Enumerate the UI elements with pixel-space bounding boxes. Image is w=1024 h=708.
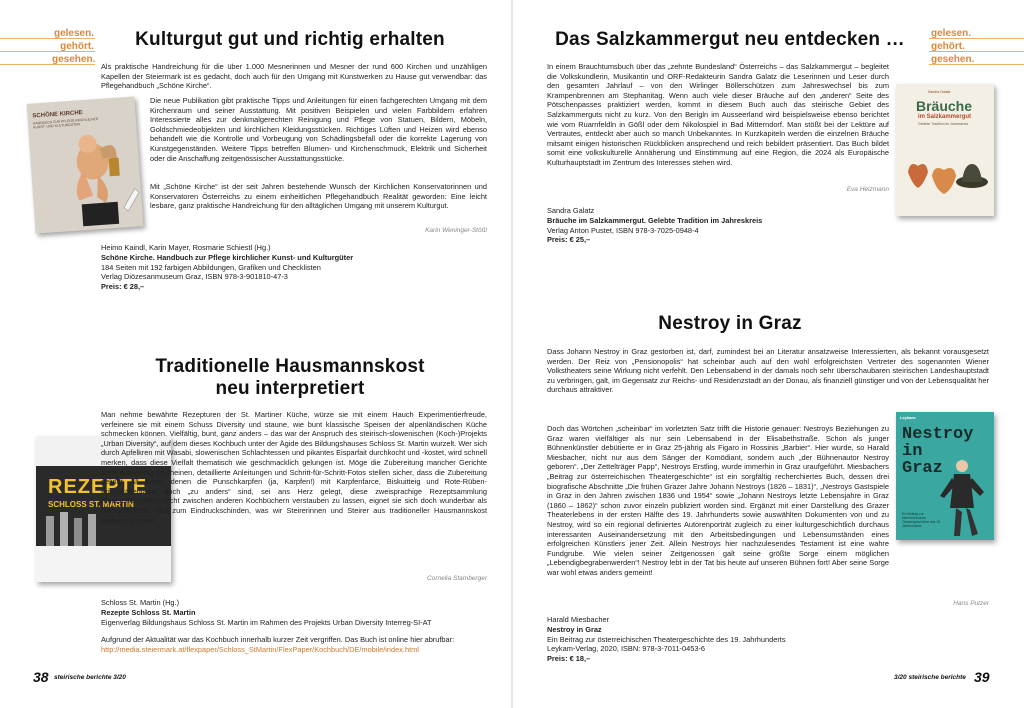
book-credits (547, 206, 947, 245)
book-cover-nestroy (896, 412, 994, 540)
issue-number: 3/20 (894, 674, 907, 681)
credit-publisher: Leykam-Verlag, 2020, ISBN: 978-3-7011-0453-6 (547, 644, 706, 654)
credit-price: Preis: € 28,– (101, 282, 145, 292)
article-author: Hans Putzer (953, 600, 989, 607)
article-paragraph: Doch das Wörtchen „scheinbar“ im vorletzten Satz trifft die Historie genauer: Nestroys Beziehungen zu Graz waren vielfältiger als nur sein Lebensabend in der Elisabethstraße. Schon als junger Bühnenkünstler debütierte er in Graz 25-jährig als Figaro in Rossinis „Barbier“. Hier wurde, so Harald Miesbacher, nicht nur aus dem Sänger der Komödiant, sondern auch „der Bühnenautor Nestroy geboren“. „Der Zettelträger Papp“, Nestroys Erstling, wurde immerhin in Graz uraufgeführt. Miesbachers „Beitrag zur österreichischen Theatergeschichte“ ist ein sorgfältig recherchiertes Buch, dessen drei biografische Abschnitte „Die frühen Grazer Jahre Johann Nestroys (1826 – 1831)“, „Nestroys Gastspiele in Graz in den Jahren zwischen 1836 und 1954“ sowie „Johann Nestroys letzte Lebensjahre in Graz (1860 – 1862)“ schon zuvor einzeln publiziert worden sind. Ergänzt mit einer Darstellung des Grazer Theaterlebens in der ersten Hälfte des 19. Jahrhunderts sowie auswählten Dokumenten von und zu Nestroy, wird so ein regional definiertes Autorenporträt zugleich zu einer kulturgeschichtlich durchaus interessanten Auseinandersetzung mit den Arbeitsbedingungen und Lebensumständen eines erfolgreichen Künstlers jener Zeit. Allein Nestroys hier nachzulesendes Testament ist eine wahre Fundgrube. Wie vielen seiner Zeitgenossen galt seine größte Sorge einem möglichen „Lebendigbegrabenwerden“! Nestroy lebt in der Tat bis heute auf unseren Bühnen fort! Aber seine Sorge war wohl etwas anders gemeint! (547, 424, 889, 577)
nestroy-figure-image (896, 412, 994, 540)
cover-subtitle: SCHLOSS ST. MARTIN (48, 500, 134, 509)
article-body: In einem Brauchtumsbuch über das „zehnte Bundesland“ Österreichs – das Salzkammergut – begleitet die Volkskundlerin, Musikantin und ORF-Redakteurin Sandra Galatz die Leserinnen und Leser durch den gesamten Jahrlauf – von den Wirlinger Böllerschützen zum Jahreswechsel bis zum Krampenbrennen am Stephanitag. Wenn auch viele dieser Bräuche auf den „anderen“ Seite des Pötschenpasses praktiziert werden, kommt in diesem Buch auch das steirische Gebiet des Salzkammerguts nicht zu kurz. Von den Berigln im Ausseerland wird beispielsweise ebenso berichtet wie vom Ruarnfeldln in Gößl oder dem Nikolospiel in Bad Mitterndorf. Man stößt bei der Lektüre auf Vertrautes, entdeckt aber auch so manch Unbekanntes. In Kurzkapiteln werden die einzelnen Bräuche mitsamt einigen historischen Rückblicken ansprechend und reich bebildert präsentiert. Das Buch bildet somit eine volkskulturelle Annäherung und Einstimmung auf eine Region, die 2024 als Europäische Kulturhauptstadt im Zentrum des Interesses stehen wird. (547, 62, 889, 167)
book-credits (101, 598, 487, 655)
cover-title-line: Graz (902, 459, 943, 478)
footer-magazine (894, 674, 966, 681)
cover-subtitle: HANDBUCH ZUR PFLEGE KIRCHLICHER KUNST- UND KULTURGÜTER (32, 116, 99, 130)
article-paragraph: Mit „Schöne Kirche“ ist der seit Jahren bestehende Wunsch der Kirchlichen Konservatorinnen und Konservatoren Österreichs zu einem einheitlichen Pflegehandbuch Realität geworden: Eine leicht lesbare, ganz praktische Handreichung für den alltäglichen Umgang mit unserem Kulturgut. (150, 182, 487, 211)
issue-number: 3/20 (113, 674, 126, 681)
book-credits (547, 615, 947, 664)
credit-book-title: Nestroy in Graz (547, 624, 602, 634)
tagline-line: gehört. (60, 41, 94, 52)
credit-price: Preis: € 25,– (547, 235, 591, 245)
article-paragraph: Dass Johann Nestroy in Graz gestorben ist, darf, zumindest bei an Literatur ansatzweise Interessierten, als bekannt vorausgesetzt werden. Der Reiz von „Pensionopolis“ hat scheinbar auch auf den wohl erfolgreichsten Vertreter des sogenannten Wiener Volkstheaters seine Wirkung nicht verfehlt. Den Lebensabend in der damals noch sehr überschaubaren steirischen Landeshauptstadt zu verbringen, galt, im Gegensatz zur Reichs- und Residenzstadt an der Donau, als finanziell günstiger und von der Lebensqualität her durchaus attraktiver. (547, 347, 989, 395)
credit-editors: Sandra Galatz (547, 206, 595, 215)
cover-subtitle: Gelebte Tradition im Jahreskreis (918, 122, 969, 126)
article-author: Eva Heizmann (846, 186, 889, 193)
book-cover-braeuche (896, 84, 994, 216)
magazine-name: steirische berichte (54, 674, 112, 681)
cover-author: Sandra Galatz (928, 90, 951, 94)
cover-title: REZEPTE (48, 476, 148, 498)
book-cover-schoene-kirche (27, 96, 144, 233)
credit-publisher: Verlag Anton Pustet, ISBN 978-3-7025-0948-4 (547, 225, 699, 235)
cover-subtitle: Ein Beitrag zur österreichischen Theatergeschichte des 19. Jahrhunderts (902, 512, 941, 528)
article-title: Das Salzkammergut neu entdecken … (555, 29, 905, 50)
cover-title-line: in (902, 442, 923, 461)
right-page (512, 0, 1024, 708)
page-number: 39 (974, 669, 990, 685)
credit-pages: 184 Seiten mit 192 farbigen Abbildungen, Grafiken und Checklisten (101, 262, 321, 272)
online-book-link[interactable]: http://media.steiermark.at/flexpaper/Schloss_StMartin/FlexPaper/Kochbuch/DE/mobile/index.html (101, 645, 419, 655)
cover-title: SCHÖNE KIRCHE (32, 110, 83, 120)
credit-price: Preis: € 18,– (547, 654, 591, 664)
credit-editors: Schloss St. Martin (Hg.) (101, 598, 180, 607)
credit-book-title: Rezepte Schloss St. Martin (101, 607, 196, 617)
cover-title-line: Nestroy (902, 425, 974, 444)
article-title-line: Traditionelle Hausmannskost (155, 356, 425, 377)
cover-publisher: Leykam: (900, 415, 917, 420)
credit-publisher: Verlag Diözesanmuseum Graz, ISBN 978-3-901810-47-3 (101, 272, 288, 282)
article-intro: Als praktische Handreichung für die über 1.000 Mesnerinnen und Mesner der rund 600 Kirchen und unzähligen Kapellen der Steiermark ist es gedacht, doch auch für den Umgang mit Kunstwerken zu Hause gut verwendbar: das Pflegehandbuch „Schöne Kirche“. (101, 62, 487, 91)
credit-subtitle: Ein Beitrag zur österreichischen Theatergeschichte des 19. Jahrhunderts (547, 634, 786, 644)
folk-items-image (896, 84, 994, 216)
tagline-line: gelesen. (931, 28, 972, 39)
credit-editors: Heimo Kaindl, Karin Mayer, Rosmarie Schiestl (Hg.) (101, 243, 271, 252)
tagline-line: gesehen. (931, 54, 975, 65)
cover-title-line: im Salzkammergut (918, 114, 972, 120)
cover-title: Bräuche (916, 98, 973, 114)
cherub-figure-image (27, 96, 144, 233)
magazine-name: steirische berichte (908, 674, 966, 681)
article-body: Man nehme bewährte Rezepturen der St. Martiner Küche, würze sie mit einem Hauch Experimentierfreude, verfeinere sie mit einem Schuss Diversity und staune, wie bunt klassische Speisen der alpenländischen Küche schmecken können. Vielfältig, bunt, ganz anders – das war der Anspruch des steirisch-slowenischen (Koch-)Projekts „Urban Diversity“, auf dem dieses Kochbuch unter der Ägide des Bildungshauses Schloss St. Martin wurzelt. Wer sich durch Apfelkren mit Wasabi, slowenischen Schlachtessen und pikantes Eisparfait durchkocht und -kostet, wird schnell merken, dass diese Vielfalt thematisch wie geschmacklich gelungen ist. Möge die Zubereitung mancher Gerichte auch aufwendig erscheinen, detaillierte Anleitungen und Schritt-für-Schritt-Fotos stellen sicher, dass die Zubereitung gelingt. All jenen, denen die Punschkarpfen (ja, Karpfen!) mit Karpfenfarce, Biskuitteig und Rote-Rüben-Frischkäseglasur doch „zu anders“ sind, sei ans Herz gelegt, diese zweisprachige Rezeptsammlung (deutsch/englisch) nicht zwischen anderen Kochbüchern verstauben zu lassen, eignet sie sich doch wunderbar als Gastgeschenk. Und zum Eindruckschinden, was wir Steirerinnen und Steirer aus traditioneller Hausmannskost zaubern können. (101, 410, 487, 525)
tagline (52, 27, 94, 66)
footer-magazine (54, 674, 126, 681)
article-title-line: neu interpretiert (215, 378, 365, 399)
credit-publisher: Eigenverlag Bildungshaus Schloss St. Martin im Rahmen des Projekts Urban Diversity Interreg-SI-AT (101, 617, 432, 627)
article-paragraph: Die neue Publikation gibt praktische Tipps und Anleitungen für einen fachgerechten Umgang mit dem Kirchenraum und seiner Ausstattung. Mit positiven Beispielen und vielen Farbbildern erfahren Interessierte alles zur denkmalgerechten Reinigung und Pflege von Statuen, Bildern, Möbeln, Goldschmiedeobjekten und kirchlichen Kleidungsstücken. Richtiges Lüften und Heizen wird ebenso behandelt wie die Kontrolle und Vorbeugung von Schädlingsbefall oder die korrekte Lagerung von Kunstgegenständen. Weitere Tipps betreffen Blumen- und Kirchenschmuck, Elektrik und Sicherheit oder die Anschaffung zeitgenössischer Ausstattungsstücke. (150, 96, 487, 163)
page-number: 38 (33, 669, 49, 685)
article-title (100, 356, 480, 400)
article-author: Cornelia Stamberger (427, 575, 487, 582)
article-author: Karin Weninger-Stößl (425, 227, 487, 234)
tagline-line: gelesen. (53, 28, 94, 39)
tagline (931, 27, 981, 66)
credit-note: Aufgrund der Aktualität war das Kochbuch innerhalb kurzer Zeit vergriffen. Das Buch ist online hier abrufbar: (101, 635, 455, 645)
tagline-line: gehört. (931, 41, 965, 52)
article-title: Kulturgut gut und richtig erhalten (135, 29, 445, 50)
credit-editors: Harald Miesbacher (547, 615, 610, 624)
credit-book-title: Schöne Kirche. Handbuch zur Pflege kirchlicher Kunst- und Kulturgüter (101, 252, 354, 262)
credit-book-title: Bräuche im Salzkammergut. Gelebte Tradition im Jahreskreis (547, 215, 763, 225)
tagline-line: gesehen. (52, 54, 96, 65)
book-credits (101, 243, 487, 292)
article-title: Nestroy in Graz (658, 313, 802, 334)
